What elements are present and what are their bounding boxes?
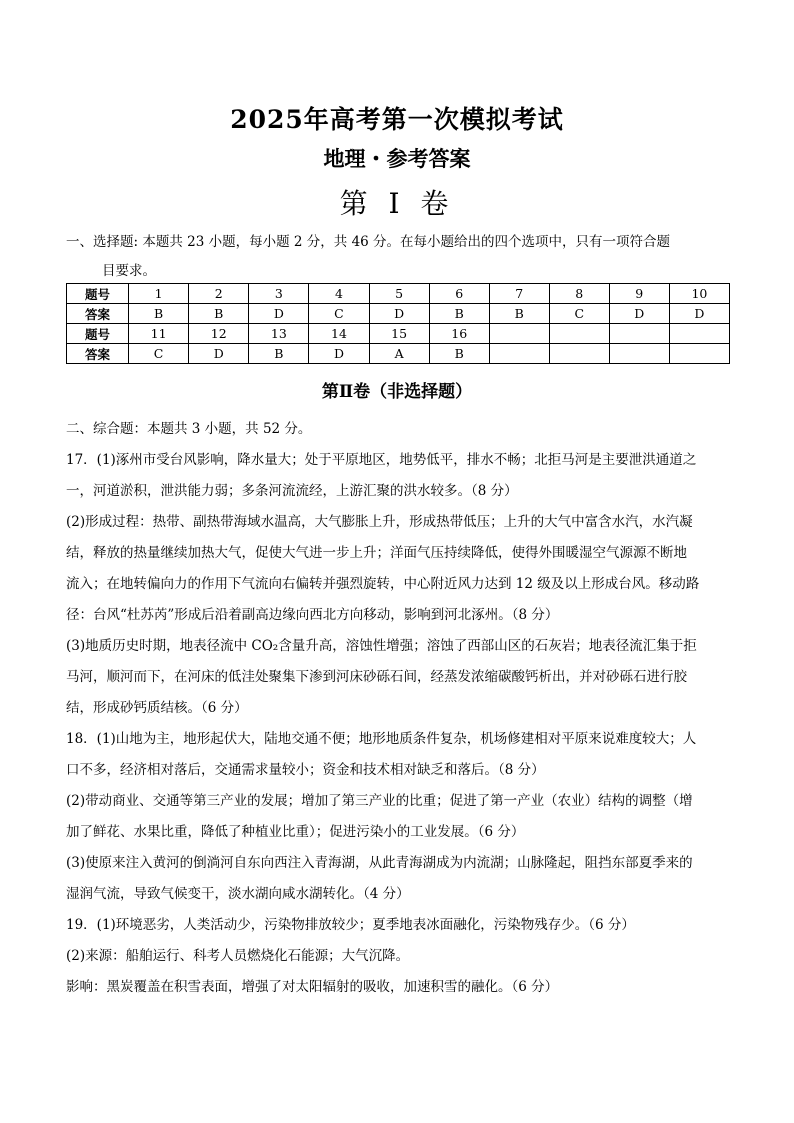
answer-line: 结，形成砂钙质结核。（6 分） xyxy=(66,700,248,716)
table-cell: D xyxy=(309,344,369,364)
answer-line: 加了鲜花、水果比重，降低了种植业比重）；促进污染小的工业发展。（6 分） xyxy=(66,824,525,840)
answer-line: (3)使原来注入黄河的倒淌河自东向西注入青海湖，从此青海湖成为内流湖；山脉隆起，阻挡东部夏季来的 xyxy=(66,855,693,871)
label-cell: 题号 xyxy=(67,284,129,304)
answer-line: 马河，顺河而下，在河床的低洼处聚集下渗到河床砂砾石间，经蒸发浓缩碳酸钙析出，并对砂砾石进行胶 xyxy=(66,669,687,685)
table-cell xyxy=(489,344,549,364)
table-cell: 14 xyxy=(309,324,369,344)
table-cell: D xyxy=(669,304,729,324)
answer-line: 影响：黑炭覆盖在积雪表面，增强了对太阳辐射的吸收，加速积雪的融化。（6 分） xyxy=(66,979,559,995)
part-one-instructions xyxy=(66,228,730,286)
answer-line: 结，释放的热量继续加热大气，促使大气进一步上升；洋面气压持续降低，使得外围暖湿空气源源不断地 xyxy=(66,545,687,561)
answer-line: (3)地质历史时期，地表径流中 CO₂含量升高，溶蚀性增强；溶蚀了西部山区的石灰岩；地表径流汇集于拒 xyxy=(66,638,697,654)
table-cell: 7 xyxy=(489,284,549,304)
table-cell: A xyxy=(369,344,429,364)
table-row xyxy=(67,284,730,304)
table-cell xyxy=(549,344,609,364)
table-cell: C xyxy=(549,304,609,324)
table-cell: 3 xyxy=(249,284,309,304)
table-cell: C xyxy=(129,344,189,364)
table-cell: B xyxy=(249,344,309,364)
answer-line: (2)来源：船舶运行、科考人员燃烧化石能源；大气沉降。 xyxy=(66,948,410,964)
table-cell: 16 xyxy=(429,324,489,344)
answer-line: 17．(1)涿州市受台风影响，降水量大；处于平原地区，地势低平，排水不畅；北拒马河是主要泄洪通道之 xyxy=(66,452,697,468)
table-cell: 11 xyxy=(129,324,189,344)
answer-line: 口不多，经济相对落后，交通需求量较小；资金和技术相对缺乏和落后。（8 分） xyxy=(66,762,545,778)
table-cell: 6 xyxy=(429,284,489,304)
table-cell: D xyxy=(369,304,429,324)
table-cell: D xyxy=(249,304,309,324)
table-cell: 15 xyxy=(369,324,429,344)
table-cell: B xyxy=(429,304,489,324)
table-row xyxy=(67,344,730,364)
table-cell: D xyxy=(609,304,669,324)
table-cell: 8 xyxy=(549,284,609,304)
table-cell: 2 xyxy=(189,284,249,304)
table-cell: B xyxy=(489,304,549,324)
answer-table xyxy=(66,283,730,364)
answer-line: 18．(1)山地为主，地形起伏大，陆地交通不便；地形地质条件复杂，机场修建相对平原来说难度较大；人 xyxy=(66,731,697,747)
table-cell xyxy=(609,324,669,344)
table-cell: 4 xyxy=(309,284,369,304)
table-cell: 12 xyxy=(189,324,249,344)
label-cell: 题号 xyxy=(67,324,129,344)
table-cell: C xyxy=(309,304,369,324)
table-row xyxy=(67,304,730,324)
table-cell xyxy=(669,344,729,364)
instruction-line-2: 目要求。 xyxy=(102,263,156,279)
table-cell: D xyxy=(189,344,249,364)
answer-line: 一，河道淤积，泄洪能力弱；多条河流流经，上游汇聚的洪水较多。（8 分） xyxy=(66,483,518,499)
table-row xyxy=(67,324,730,344)
table-cell xyxy=(489,324,549,344)
table-cell: 5 xyxy=(369,284,429,304)
exam-title: 2025年高考第一次模拟考试 xyxy=(230,105,564,134)
table-cell: B xyxy=(129,304,189,324)
part-two-intro: 二、综合题：本题共 3 小题，共 52 分。 xyxy=(66,421,312,437)
answer-line: 径：台风“杜苏芮”形成后沿着副高边缘向西北方向移动，影响到河北涿州。（8 分） xyxy=(66,607,559,623)
table-cell: 13 xyxy=(249,324,309,344)
answer-line: (2)形成过程：热带、副热带海域水温高，大气膨胀上升，形成热带低压；上升的大气中富含水汽，水汽凝 xyxy=(66,514,693,530)
label-cell: 答案 xyxy=(67,304,129,324)
answer-line: 湿润气流，导致气候变干，淡水湖向咸水湖转化。（4 分） xyxy=(66,886,410,902)
answer-line: 19．(1)环境恶劣，人类活动少，污染物排放较少；夏季地表冰面融化，污染物残存少。（6 分） xyxy=(66,917,635,933)
table-cell xyxy=(609,344,669,364)
table-cell: 1 xyxy=(129,284,189,304)
table-cell: B xyxy=(189,304,249,324)
exam-subtitle: 地理・参考答案 xyxy=(323,146,471,171)
table-cell xyxy=(669,324,729,344)
table-cell xyxy=(549,324,609,344)
table-cell: B xyxy=(429,344,489,364)
instruction-line-1: 一、选择题: 本题共 23 小题，每小题 2 分，共 46 分。在每小题给出的四个选项中，只有一项符合题 xyxy=(66,234,671,250)
table-cell: 9 xyxy=(609,284,669,304)
answer-line: (2)带动商业、交通等第三产业的发展；增加了第三产业的比重；促进了第一产业（农业）结构的调整（增 xyxy=(66,793,693,809)
part-two-answers xyxy=(66,414,730,1003)
volume-two-heading: 第Ⅱ卷（非选择题） xyxy=(321,382,473,402)
label-cell: 答案 xyxy=(67,344,129,364)
table-cell: 10 xyxy=(669,284,729,304)
answer-line: 流入；在地转偏向力的作用下气流向右偏转并强烈旋转，中心附近风力达到 12 级及以上形成台风。移动路 xyxy=(66,576,700,592)
volume-one-heading: 第 I 卷 xyxy=(339,187,455,220)
